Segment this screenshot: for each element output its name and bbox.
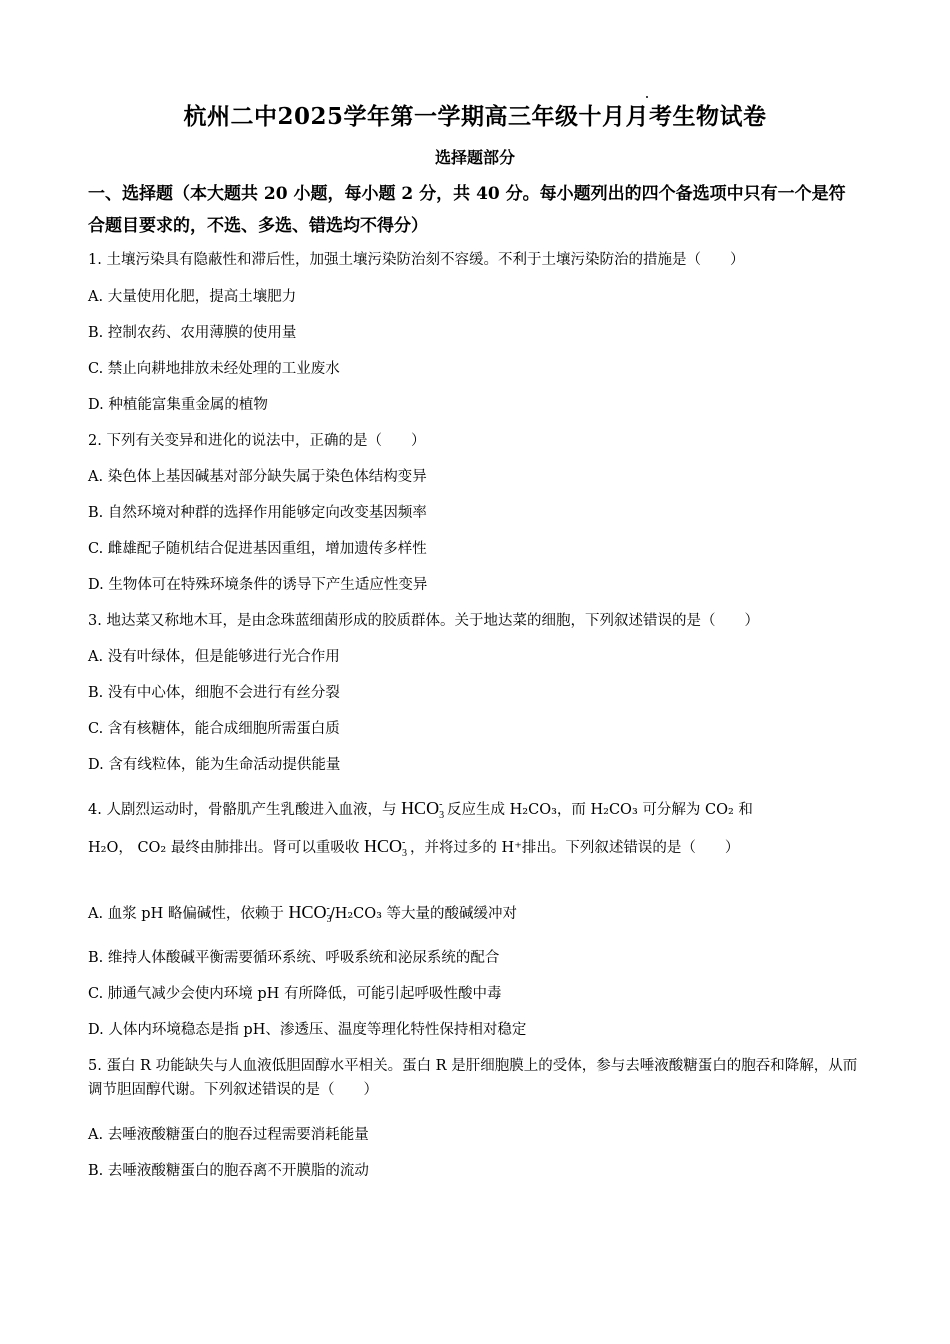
section-heading: 一、选择题（本大题共 20 小题，每小题 2 分，共 40 分。每小题列出的四个备选项中只有一个是符合题目要求的，不选、多选、错选均不得分） xyxy=(88,184,846,236)
q3-option-c: C. 含有核糖体，能合成细胞所需蛋白质 xyxy=(88,721,340,737)
q2-option-b: B. 自然环境对种群的选择作用能够定向改变基因频率 xyxy=(88,505,427,521)
q3-option-d: D. 含有线粒体，能为生命活动提供能量 xyxy=(88,757,341,773)
q2-option-d: D. 生物体可在特殊环境条件的诱导下产生适应性变异 xyxy=(88,577,428,593)
q5-option-a: A. 去唾液酸糖蛋白的胞吞过程需要消耗能量 xyxy=(88,1127,369,1143)
q4-option-a-text-post: /H₂CO₃ 等大量的酸碱缓冲对 xyxy=(329,906,518,922)
page-title: 杭州二中2025学年第一学期高三年级十月月考生物试卷 xyxy=(183,103,767,130)
q1-option-c: C. 禁止向耕地排放未经处理的工业废水 xyxy=(88,361,340,377)
q4-stem-text-2a: H₂O， CO₂ 最终由肺排出。肾可以重吸收 xyxy=(88,840,360,856)
q4-option-a xyxy=(88,902,517,925)
q3-stem: 3. 地达菜又称地木耳，是由念珠蓝细菌形成的胶质群体。关于地达菜的细胞，下列叙述错误的是（ ） xyxy=(88,613,759,629)
formula-base: HCO xyxy=(288,902,327,922)
q3-option-a: A. 没有叶绿体，但是能够进行光合作用 xyxy=(88,649,340,665)
q4-stem-text-2b: ，并将过多的 H⁺排出。下列叙述错误的是（ ） xyxy=(409,840,740,856)
q4-option-a-text-pre: A. 血浆 pH 略偏碱性，依赖于 xyxy=(88,906,284,922)
q4-stem-text-1a: 4. 人剧烈运动时，骨骼肌产生乳酸进入血液，与 xyxy=(88,802,397,818)
formula-subscript: 3 xyxy=(439,810,445,821)
q5-stem: 5. 蛋白 R 功能缺失与人血液低胆固醇水平相关。蛋白 R 是肝细胞膜上的受体，参与去唾液酸糖蛋白的胞吞和降解，从而调节胆固醇代谢。下列叙述错误的是（ ） xyxy=(88,1058,858,1098)
q1-stem: 1. 土壤污染具有隐蔽性和滞后性，加强土壤污染防治刻不容缓。不利于土壤污染防治的措施是（ ） xyxy=(88,252,745,268)
formula-subscript: 3 xyxy=(401,848,407,859)
q4-option-c: C. 肺通气减少会使内环境 pH 有所降低，可能引起呼吸性酸中毒 xyxy=(88,986,502,1002)
q4-stem-line-2 xyxy=(88,836,739,859)
bicarbonate-formula xyxy=(363,836,407,859)
formula-superscript: - xyxy=(326,903,330,914)
formula-superscript: - xyxy=(401,837,406,848)
q2-option-a: A. 染色体上基因碱基对部分缺失属于染色体结构变异 xyxy=(88,469,427,485)
section-subtitle: 选择题部分 xyxy=(434,148,515,167)
q1-option-b: B. 控制农药、农用薄膜的使用量 xyxy=(88,325,297,341)
formula-subscript: 3 xyxy=(326,914,332,925)
q1-option-a: A. 大量使用化肥，提高土壤肥力 xyxy=(88,289,297,305)
bicarbonate-formula xyxy=(288,902,332,925)
formula-base: HCO xyxy=(401,798,440,818)
q4-stem-line-1 xyxy=(88,798,753,821)
bicarbonate-formula xyxy=(401,798,445,821)
q4-stem-text-1b: 反应生成 H₂CO₃，而 H₂CO₃ 可分解为 CO₂ 和 xyxy=(447,802,753,818)
q4-option-b: B. 维持人体酸碱平衡需要循环系统、呼吸系统和泌尿系统的配合 xyxy=(88,950,500,966)
q3-option-b: B. 没有中心体，细胞不会进行有丝分裂 xyxy=(88,685,340,701)
q4-option-d: D. 人体内环境稳态是指 pH、渗透压、温度等理化特性保持相对稳定 xyxy=(88,1022,527,1038)
q1-option-d: D. 种植能富集重金属的植物 xyxy=(88,397,268,413)
q5-option-b: B. 去唾液酸糖蛋白的胞吞离不开膜脂的流动 xyxy=(88,1163,369,1179)
q2-stem: 2. 下列有关变异和进化的说法中，正确的是（ ） xyxy=(88,433,426,449)
formula-base: HCO xyxy=(363,836,402,856)
q2-option-c: C. 雌雄配子随机结合促进基因重组，增加遗传多样性 xyxy=(88,541,427,557)
formula-superscript: - xyxy=(439,799,443,810)
